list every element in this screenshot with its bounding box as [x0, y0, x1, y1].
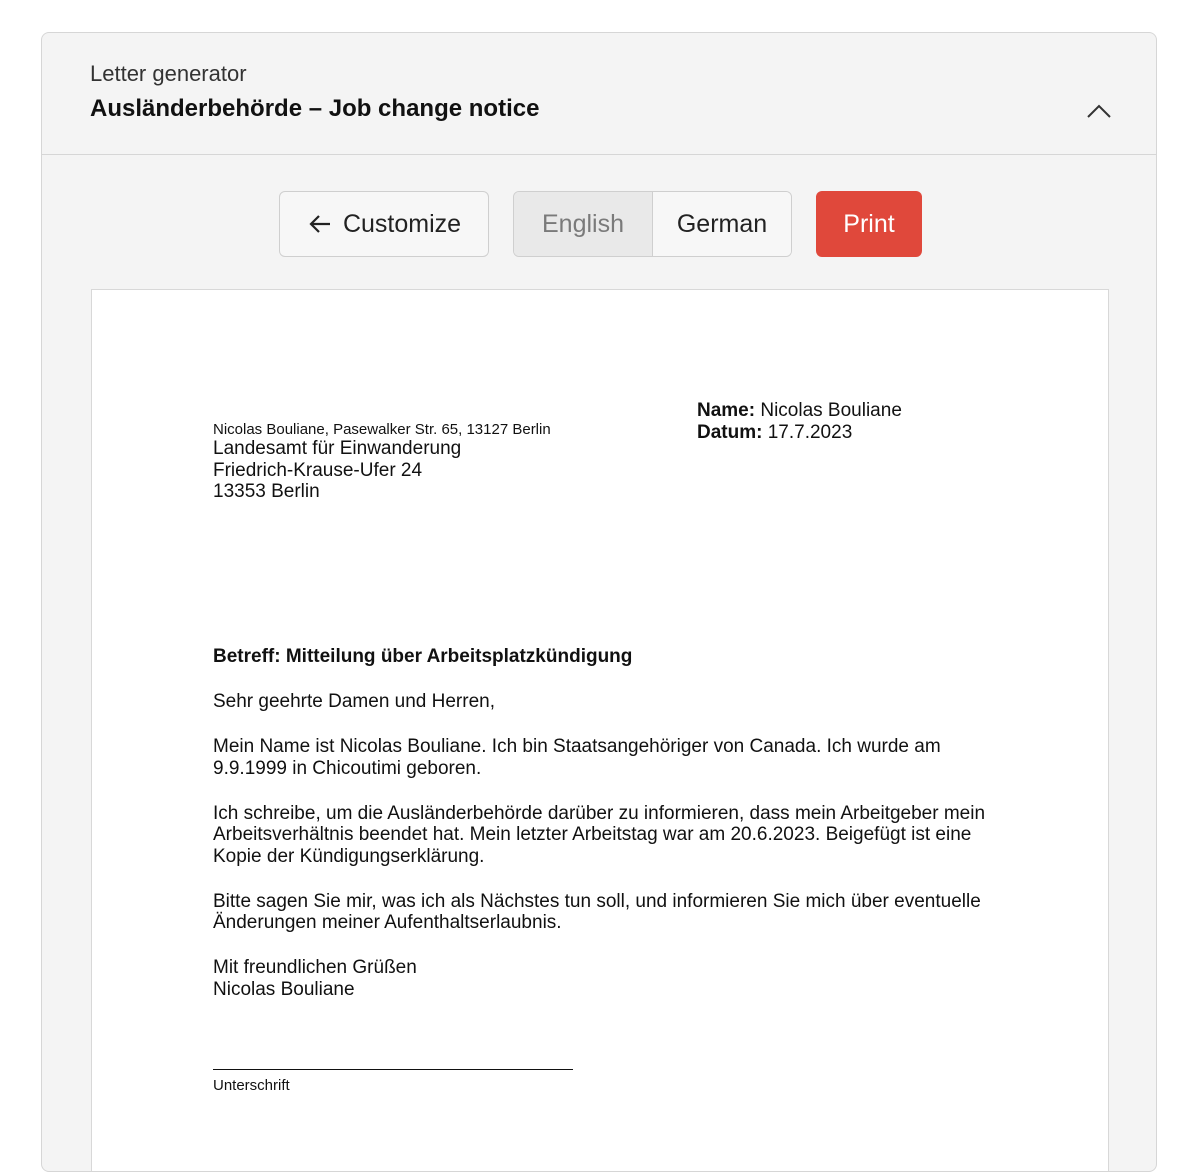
signature-line	[213, 1069, 573, 1070]
letter-paragraph-1: Mein Name ist Nicolas Bouliane. Ich bin Staatsangehöriger von Canada. Ich wurde am 9.9.1999 in Chicoutimi geboren.	[213, 736, 941, 779]
arrow-left-icon	[307, 211, 333, 237]
meta-date-label: Datum:	[697, 422, 763, 443]
panel-eyebrow: Letter generator	[90, 61, 247, 86]
letter-toolbar	[42, 191, 1156, 259]
language-switch	[513, 191, 792, 257]
language-english-button[interactable]: English	[514, 192, 653, 256]
recipient-address	[213, 438, 461, 503]
print-button[interactable]: Print	[816, 191, 922, 257]
meta-name-label: Name:	[697, 400, 756, 421]
signature-label: Unterschrift	[213, 1077, 290, 1094]
letter-meta	[697, 400, 902, 444]
letter-subject: Betreff: Mitteilung über Arbeitsplatzkündigung	[213, 646, 633, 667]
sender-address-line: Nicolas Bouliane, Pasewalker Str. 65, 13127 Berlin	[213, 421, 551, 438]
letter-paragraph-3: Bitte sagen Sie mir, was ich als Nächstes tun soll, und informieren Sie mich über eventuelle Änderungen meiner Aufenthaltserlaubnis.	[213, 890, 981, 933]
letter-body	[213, 646, 993, 1000]
recipient-line-1: Landesamt für Einwanderung	[213, 438, 462, 459]
chevron-up-icon[interactable]	[1082, 95, 1116, 129]
letter-preview	[91, 289, 1109, 1172]
letter-salutation: Sehr geehrte Damen und Herren,	[213, 691, 495, 712]
letter-generator-panel	[41, 32, 1157, 1172]
meta-date-row	[697, 422, 902, 444]
letter-closing: Mit freundlichen Grüßen	[213, 957, 417, 978]
language-german-button[interactable]: German	[653, 192, 791, 256]
recipient-line-2: Friedrich-Krause-Ufer 24	[213, 459, 423, 481]
customize-button-label: Customize	[342, 209, 462, 238]
customize-button[interactable]	[279, 191, 489, 257]
meta-name-value: Nicolas Bouliane	[760, 400, 902, 421]
letter-paragraph-2: Ich schreibe, um die Ausländerbehörde darüber zu informieren, dass mein Arbeitgeber mein Arbeitsverhältnis beendet hat. Mein letzter Arbeitstag war am 20.6.2023. Beigefügt ist eine Kopie der Kündigungserklärung.	[213, 802, 986, 867]
meta-name-row	[697, 400, 902, 422]
panel-title: Ausländerbehörde – Job change notice	[90, 95, 540, 122]
panel-header[interactable]	[42, 33, 1156, 155]
recipient-line-3: 13353 Berlin	[213, 481, 320, 502]
letter-closing-name: Nicolas Bouliane	[213, 978, 355, 1000]
meta-date-value: 17.7.2023	[767, 422, 853, 443]
